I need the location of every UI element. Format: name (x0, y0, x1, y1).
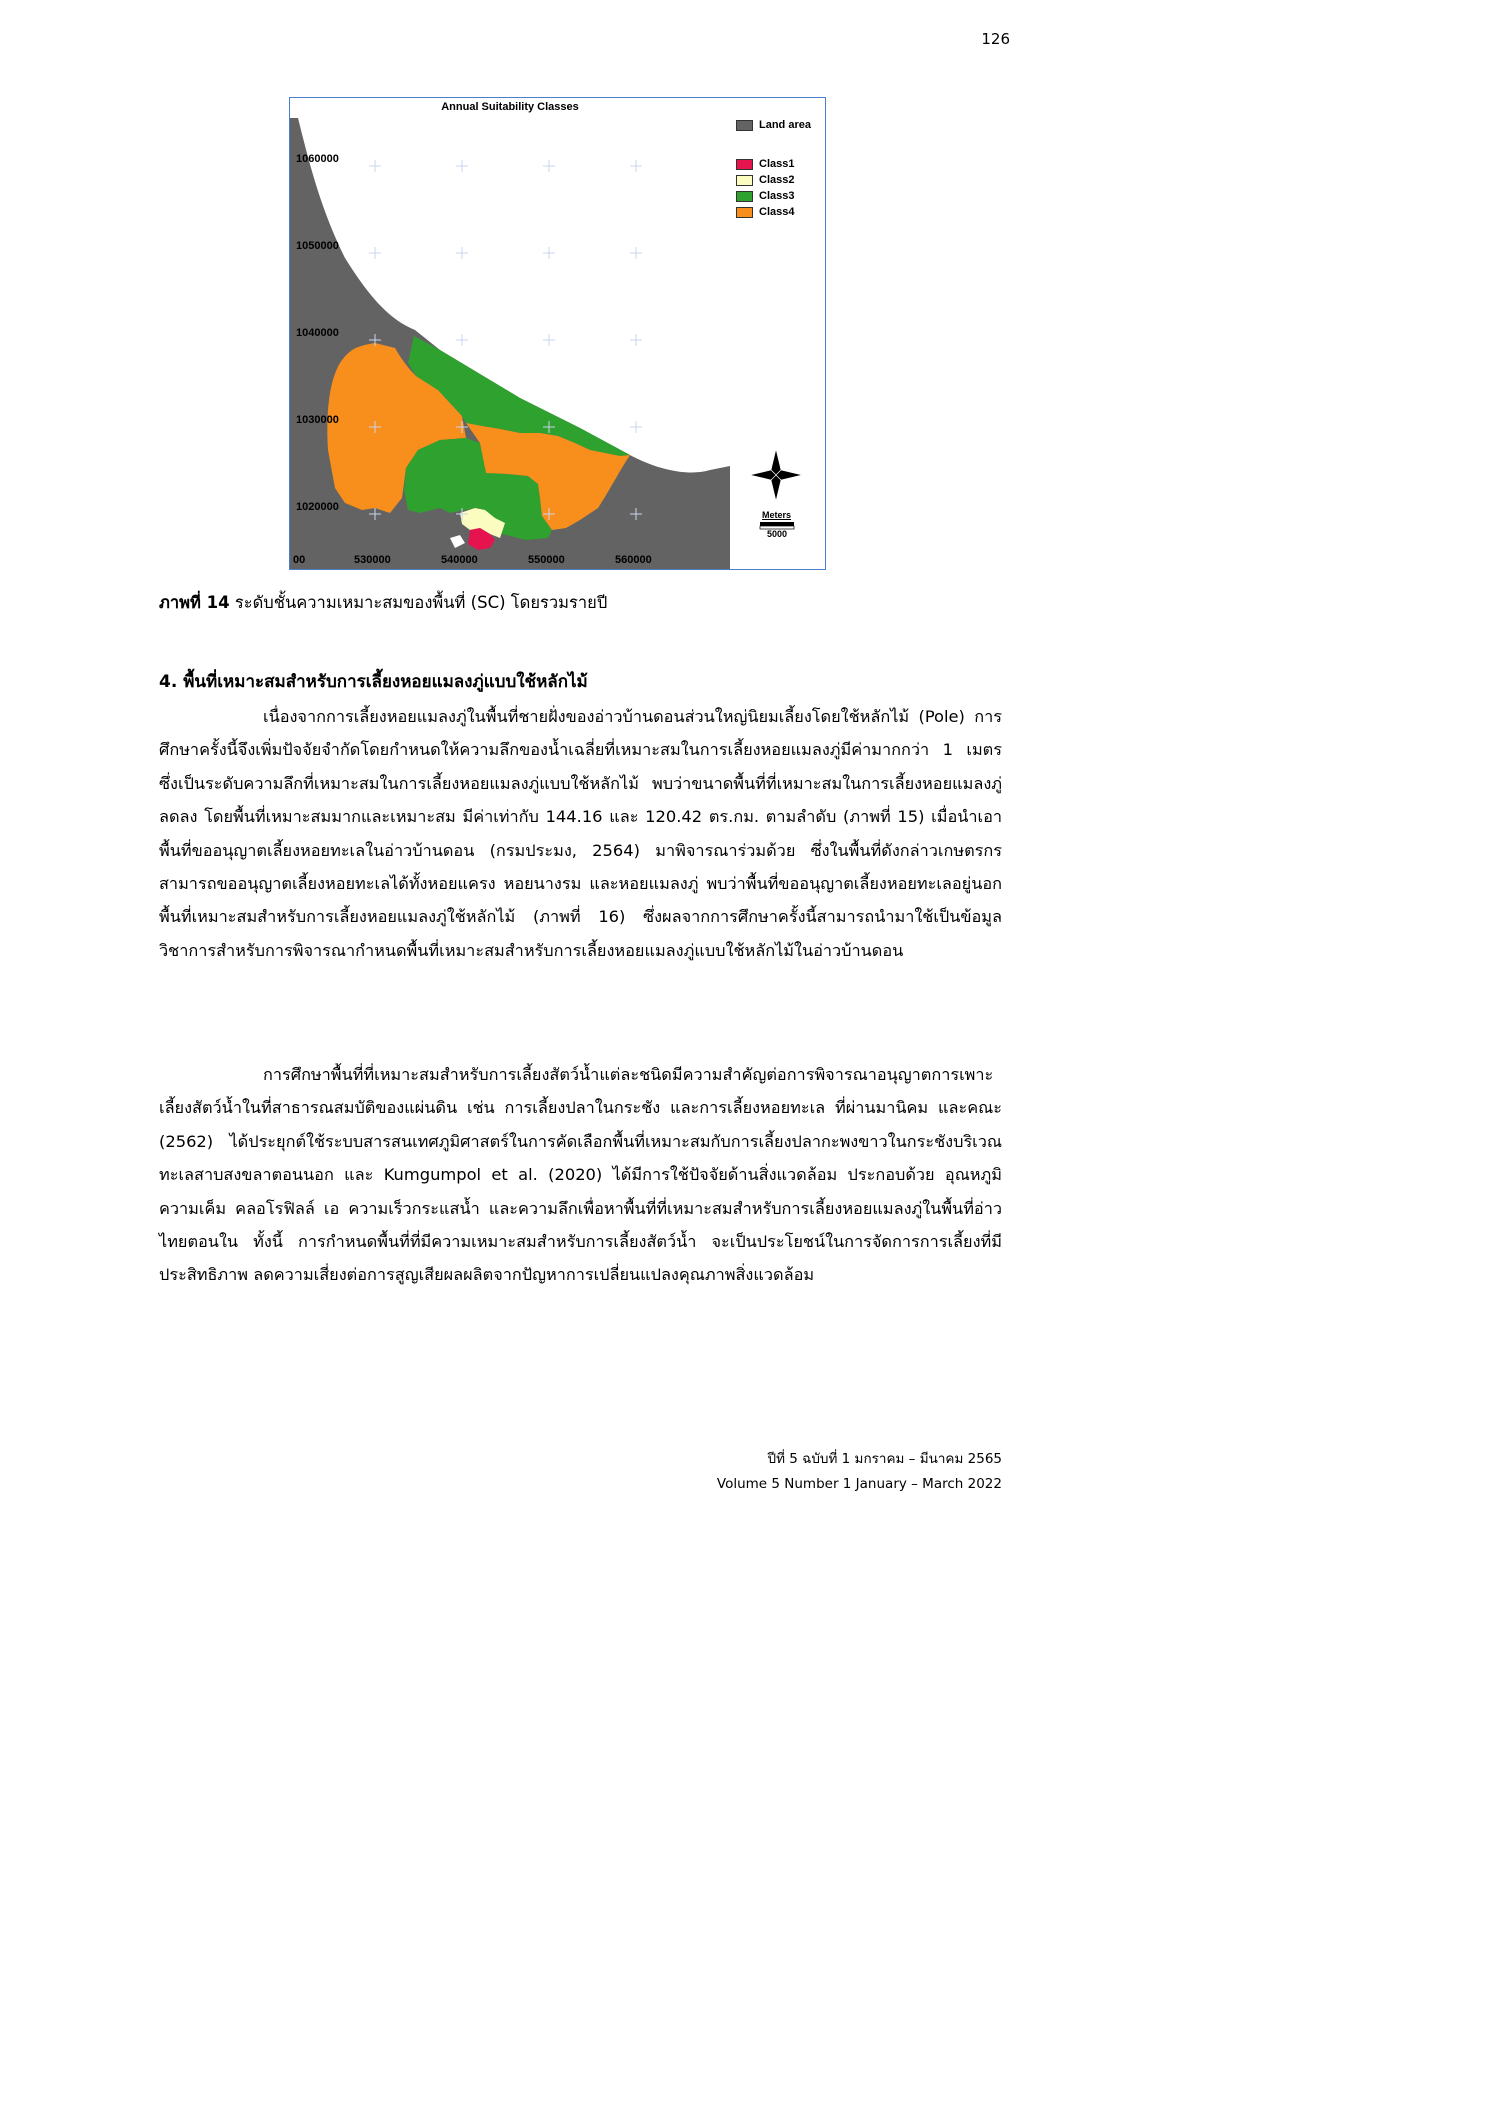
map-title: Annual Suitability Classes (441, 101, 579, 113)
y-tick-label: 1020000 (296, 501, 339, 513)
legend-label: Class4 (759, 206, 795, 218)
suitability-map-figure (289, 97, 826, 570)
legend-item-class2 (736, 174, 794, 186)
x-tick-label: 00 (293, 554, 306, 566)
legend-label: Class1 (759, 158, 795, 170)
legend-swatch (736, 159, 753, 170)
figure-caption (159, 590, 607, 616)
x-tick-label: 540000 (441, 554, 478, 566)
body-paragraph-2 (159, 1058, 1002, 1292)
legend-item-class1 (736, 158, 794, 170)
y-tick-label: 1060000 (296, 153, 339, 165)
x-tick-label: 550000 (528, 554, 565, 566)
scale-unit-label: Meters (762, 510, 792, 520)
section-heading: 4. พื้นที่เหมาะสมสำหรับการเลี้ยงหอยแมลงภู่แบบใช้หลักไม้ (159, 672, 588, 692)
legend-swatch (736, 207, 753, 218)
north-arrow-icon (750, 449, 802, 501)
legend-label: Class3 (759, 190, 795, 202)
x-tick-label: 560000 (615, 554, 652, 566)
caption-text: ระดับชั้นความเหมาะสมของพื้นที่ (SC) โดยรวมรายปี (229, 593, 608, 612)
paragraph-text: การศึกษาพื้นที่ที่เหมาะสมสำหรับการเลี้ยงสัตว์น้ำแต่ละชนิดมีความสำคัญต่อการพิจารณาอนุญาตการเพาะเลี้ยงสัตว์น้ำในที่สาธารณสมบัติของแผ่นดิน เช่น การเลี้ยงปลาในกระชัง และการเลี้ยงหอยทะเล ที่ผ่านมานิคม และคณะ (2562) ได้ประยุกต์ใช้ระบบสารสนเทศภูมิศาสตร์ในการคัดเลือกพื้นที่เหมาะสมกับการเลี้ยงปลากะพงขาวในกระชังบริเวณทะเลสาบสงขลาตอนนอก และ Kumgumpol et al. (2020) ได้มีการใช้ปัจจัยด้านสิ่งแวดล้อม ประกอบด้วย อุณหภูมิ ความเค็ม คลอโรฟิลล์ เอ ความเร็วกระแสน้ำ และความลึกเพื่อหาพื้นที่ที่เหมาะสมสำหรับการเลี้ยงหอยแมลงภู่ในพื้นที่อ่าวไทยตอนใน ทั้งนี้ การกำหนดพื้นที่ที่มีความเหมาะสมสำหรับการเลี้ยงสัตว์น้ำ จะเป็นประโยชน์ในการจัดการการเลี้ยงที่มีประสิทธิภาพ ลดความเสี่ยงต่อการสูญเสียผลผลิตจากปัญหาการเปลี่ยนแปลงคุณภาพสิ่งแวดล้อม (159, 1065, 1002, 1285)
legend-item-land-area (736, 119, 811, 131)
legend-label: Class2 (759, 174, 795, 186)
legend-item-class3 (736, 190, 794, 202)
caption-label: ภาพที่ 14 (159, 593, 230, 612)
legend-label: Land area (759, 119, 811, 131)
footer-english: Volume 5 Number 1 January – March 2022 (716, 1476, 1002, 1492)
legend-swatch (736, 175, 753, 186)
scale-value-label: 5000 (767, 529, 788, 539)
legend-swatch (736, 191, 753, 202)
scale-bar (760, 522, 794, 529)
x-tick-label: 530000 (354, 554, 391, 566)
legend-item-class4 (736, 206, 794, 218)
y-tick-label: 1030000 (296, 414, 339, 426)
legend-swatch (736, 120, 753, 131)
y-tick-label: 1040000 (296, 327, 339, 339)
paragraph-text: เนื่องจากการเลี้ยงหอยแมลงภู่ในพื้นที่ชายฝั่งของอ่าวบ้านดอนส่วนใหญ่นิยมเลี้ยงโดยใช้หลักไม้ (Pole) การศึกษาครั้งนี้จึงเพิ่มปัจจัยจำกัดโดยกำหนดให้ความลึกของน้ำเฉลี่ยที่เหมาะสมในการเลี้ยงหอยแมลงภู่มีค่ามากกว่า 1 เมตร ซึ่งเป็นระดับความลึกที่เหมาะสมในการเลี้ยงหอยแมลงภู่แบบใช้หลักไม้ พบว่าขนาดพื้นที่ที่เหมาะสมในการเลี้ยงหอยแมลงภู่ลดลง โดยพื้นที่เหมาะสมมากและเหมาะสม มีค่าเท่ากับ 144.16 และ 120.42 ตร.กม. ตามลำดับ (ภาพที่ 15) เมื่อนำเอาพื้นที่ขออนุญาตเลี้ยงหอยทะเลในอ่าวบ้านดอน (กรมประมง, 2564) มาพิจารณาร่วมด้วย ซึ่งในพื้นที่ดังกล่าวเกษตรกรสามารถขออนุญาตเลี้ยงหอยทะเลได้ทั้งหอยแครง หอยนางรม และหอยแมลงภู่ พบว่าพื้นที่ขออนุญาตเลี้ยงหอยทะเลอยู่นอกพื้นที่เหมาะสมสำหรับการเลี้ยงหอยแมลงภู่ใช้หลักไม้ (ภาพที่ 16) ซึ่งผลจากการศึกษาครั้งนี้สามารถนำมาใช้เป็นข้อมูลวิชาการสำหรับการพิจารณากำหนดพื้นที่เหมาะสมสำหรับการเลี้ยงหอยแมลงภู่แบบใช้หลักไม้ในอ่าวบ้านดอน (159, 707, 1002, 960)
y-tick-label: 1050000 (296, 240, 339, 252)
page-number: 126 (981, 30, 1010, 48)
body-paragraph-1 (159, 700, 1002, 967)
footer-thai: ปีที่ 5 ฉบับที่ 1 มกราคม – มีนาคม 2565 (767, 1451, 1002, 1467)
